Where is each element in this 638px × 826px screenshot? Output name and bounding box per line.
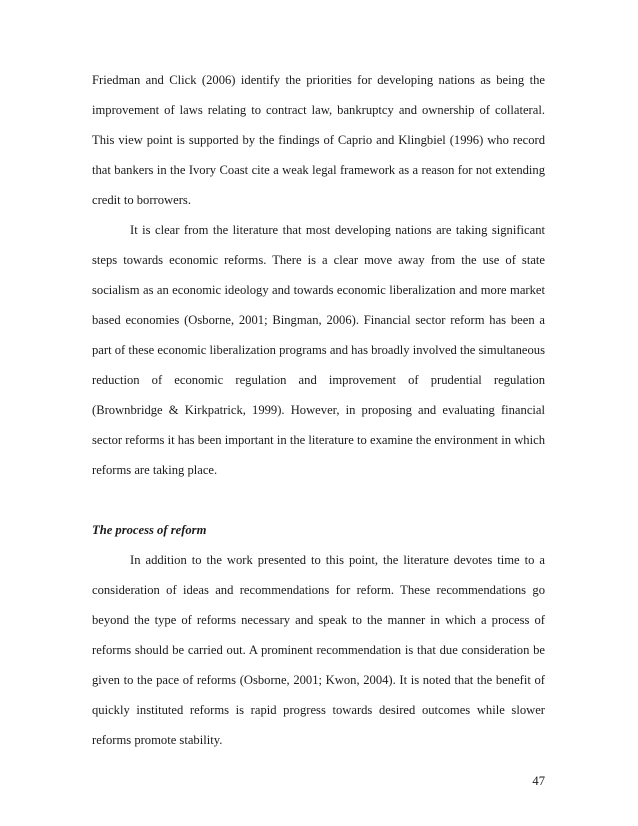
paragraph-line: (Brownbridge & Kirkpatrick, 1999). However, in proposing and evaluating financial — [92, 403, 545, 417]
paragraph-line: reduction of economic regulation and improvement of prudential regulation — [92, 373, 545, 387]
paragraph-line: sector reforms it has been important in the literature to examine the environment in which — [92, 433, 545, 447]
page-number: 47 — [532, 774, 545, 788]
paragraph-line: given to the pace of reforms (Osborne, 2001; Kwon, 2004). It is noted that the benefit of — [92, 673, 545, 687]
paragraph-line: This view point is supported by the findings of Caprio and Klingbiel (1996) who record — [92, 133, 545, 147]
paragraph-line: socialism as an economic ideology and towards economic liberalization and more market — [92, 283, 545, 297]
paragraph-line: based economies (Osborne, 2001; Bingman, 2006). Financial sector reform has been a — [92, 313, 545, 327]
paragraph-line: reforms promote stability. — [92, 733, 223, 747]
paragraph-line: It is clear from the literature that most developing nations are taking significant — [130, 223, 545, 237]
paragraph-line: quickly instituted reforms is rapid progress towards desired outcomes while slower — [92, 703, 545, 717]
paragraph-line: improvement of laws relating to contract law, bankruptcy and ownership of collateral. — [92, 103, 545, 117]
paragraph-line: consideration of ideas and recommendations for reform. These recommendations go — [92, 583, 545, 597]
paragraph-line: that bankers in the Ivory Coast cite a weak legal framework as a reason for not extending — [92, 163, 545, 177]
paragraph-line: steps towards economic reforms. There is a clear move away from the use of state — [92, 253, 545, 267]
paragraph-line: beyond the type of reforms necessary and speak to the manner in which a process of — [92, 613, 545, 627]
paragraph-line: In addition to the work presented to this point, the literature devotes time to a — [130, 553, 545, 567]
paragraph-line: reforms should be carried out. A prominent recommendation is that due consideration be — [92, 643, 545, 657]
paragraph-line: Friedman and Click (2006) identify the priorities for developing nations as being the — [92, 73, 545, 87]
paragraph-line: part of these economic liberalization programs and has broadly involved the simultaneous — [92, 343, 545, 357]
paragraph-line: credit to borrowers. — [92, 193, 191, 207]
paragraph-line: reforms are taking place. — [92, 463, 218, 477]
section-heading: The process of reform — [92, 523, 207, 537]
